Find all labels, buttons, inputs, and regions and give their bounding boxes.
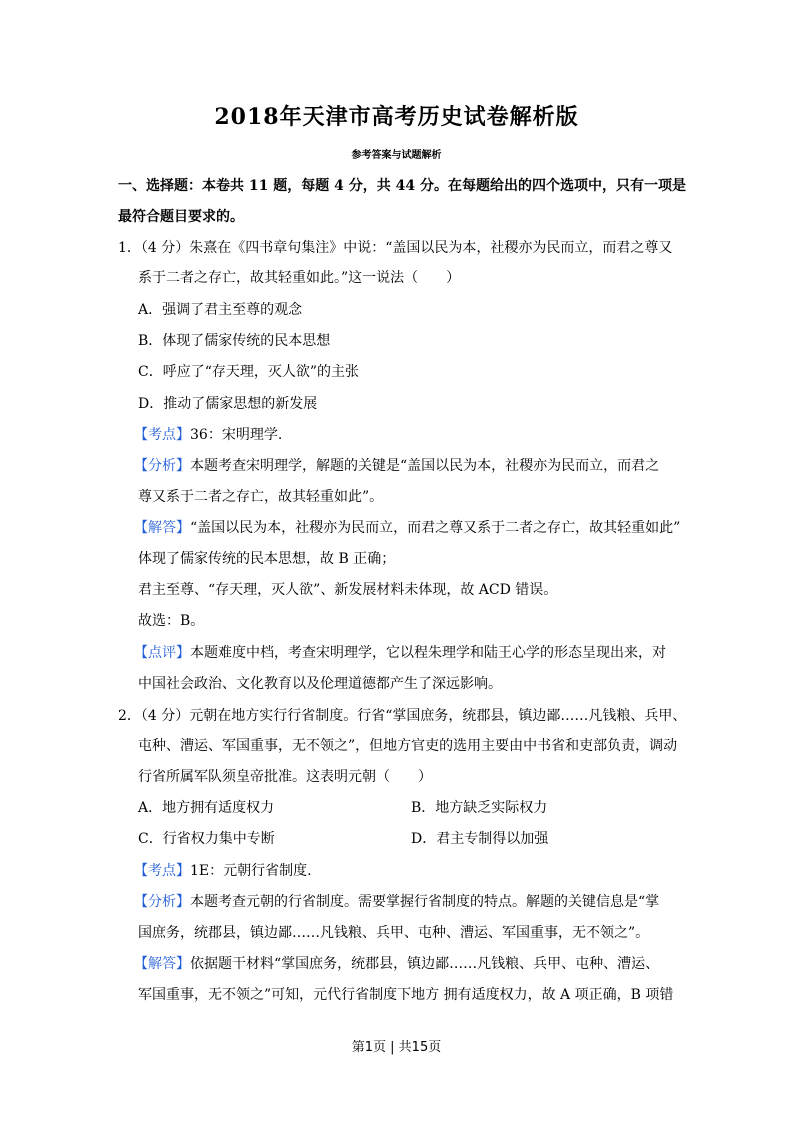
q1-stem-line-1: 1．（4 分）朱熹在《四书章句集注》中说：“盖国以民为本，社稷亦为民而立，而君之尊又 <box>118 240 673 256</box>
q2-option-b: B．地方缺乏实际权力 <box>411 800 548 816</box>
section-header-line-1: 一、选择题：本卷共 11 题，每题 4 分，共 44 分。在每题给出的四个选项中，只有一项是 <box>118 178 686 194</box>
q1-jieda-tag: 【解答】 <box>134 520 190 536</box>
q2-jieda-tag: 【解答】 <box>134 956 190 972</box>
q2-option-a: A．地方拥有适度权力 <box>138 800 275 816</box>
q2-fenxi <box>134 892 659 912</box>
q1-dianping <box>134 643 666 663</box>
q1-jieda-text-1: “盖国以民为本，社稷亦为民而立，而君之尊又系于二者之存亡，故其轻重如此” <box>190 520 681 536</box>
q2-kaodian-text: 1E：元朝行省制度. <box>190 863 312 879</box>
q2-fenxi-tag: 【分析】 <box>134 894 190 910</box>
q2-jieda <box>134 954 659 974</box>
page-footer: 第1页 | 共15页 <box>351 1040 442 1055</box>
q1-jieda <box>134 518 680 538</box>
q1-stem-line-2: 系于二者之存亡，故其轻重如此。”这一说法（ ） <box>138 270 461 286</box>
q1-option-a: A．强调了君主至尊的观念 <box>138 302 303 318</box>
q1-jieda-text-4: 故选：B。 <box>138 613 205 629</box>
page-title: 2018年天津市高考历史试卷解析版 <box>214 104 579 130</box>
q1-option-b: B．体现了儒家传统的民本思想 <box>138 333 331 349</box>
q1-fenxi-text-1: 本题考查宋明理学，解题的关键是“盖国以民为本，社稷亦为民而立，而君之 <box>190 458 660 474</box>
q1-dianping-tag: 【点评】 <box>134 645 190 661</box>
q2-option-c: C．行省权力集中专断 <box>138 831 275 847</box>
q1-dianping-text-1: 本题难度中档，考查宋明理学，它以程朱理学和陆王心学的形态呈现出来，对 <box>190 645 666 661</box>
q1-kaodian-text: 36：宋明理学. <box>190 427 283 443</box>
q1-kaodian <box>134 425 282 445</box>
q2-jieda-text-1: 依据题干材料“掌国庶务，统郡县，镇边鄙……凡钱粮、兵甲、屯种、漕运、 <box>190 956 660 972</box>
q2-kaodian <box>134 861 312 881</box>
section-header-line-2: 最符合题目要求的。 <box>118 209 244 225</box>
q1-fenxi-text-2: 尊又系于二者之存亡，故其轻重如此”。 <box>138 489 384 505</box>
q2-jieda-text-2: 军国重事，无不领之”可知，元代行省制度下地方 拥有适度权力，故 A 项正确，B 项错 <box>138 987 674 1003</box>
q2-stem-line-3: 行省所属军队须皇帝批准。这表明元朝（ ） <box>138 769 432 785</box>
q1-jieda-text-3: 君主至尊、“存天理，灭人欲”、新发展材料未体现，故 ACD 错误。 <box>138 582 558 598</box>
q1-dianping-text-2: 中国社会政治、文化教育以及伦理道德都产生了深远影响。 <box>138 676 502 692</box>
q1-kaodian-tag: 【考点】 <box>134 427 190 443</box>
q1-fenxi <box>134 456 659 476</box>
q2-fenxi-text-2: 国庶务，统郡县，镇边鄙……凡钱粮、兵甲、屯种、漕运、军国重事，无不领之”。 <box>138 925 650 941</box>
q1-jieda-text-2: 体现了儒家传统的民本思想，故 B 正确； <box>138 551 396 567</box>
page-subtitle: 参考答案与试题解析 <box>351 150 442 161</box>
q2-fenxi-text-1: 本题考查元朝的行省制度。需要掌握行省制度的特点。解题的关键信息是“掌 <box>190 894 660 910</box>
q1-fenxi-tag: 【分析】 <box>134 458 190 474</box>
q1-option-d: D．推动了儒家思想的新发展 <box>138 396 318 412</box>
q2-stem-line-2: 屯种、漕运、军国重事，无不领之”，但地方官吏的选用主要由中书省和吏部负责，调动 <box>138 738 678 754</box>
q2-option-d: D．君主专制得以加强 <box>411 831 549 847</box>
q2-stem-line-1: 2．（4 分）元朝在地方实行行省制度。行省“掌国庶务，统郡县，镇边鄙……凡钱粮、兵甲、 <box>118 708 687 724</box>
q2-kaodian-tag: 【考点】 <box>134 863 190 879</box>
q1-option-c: C．呼应了“存天理，灭人欲”的主张 <box>138 364 360 380</box>
